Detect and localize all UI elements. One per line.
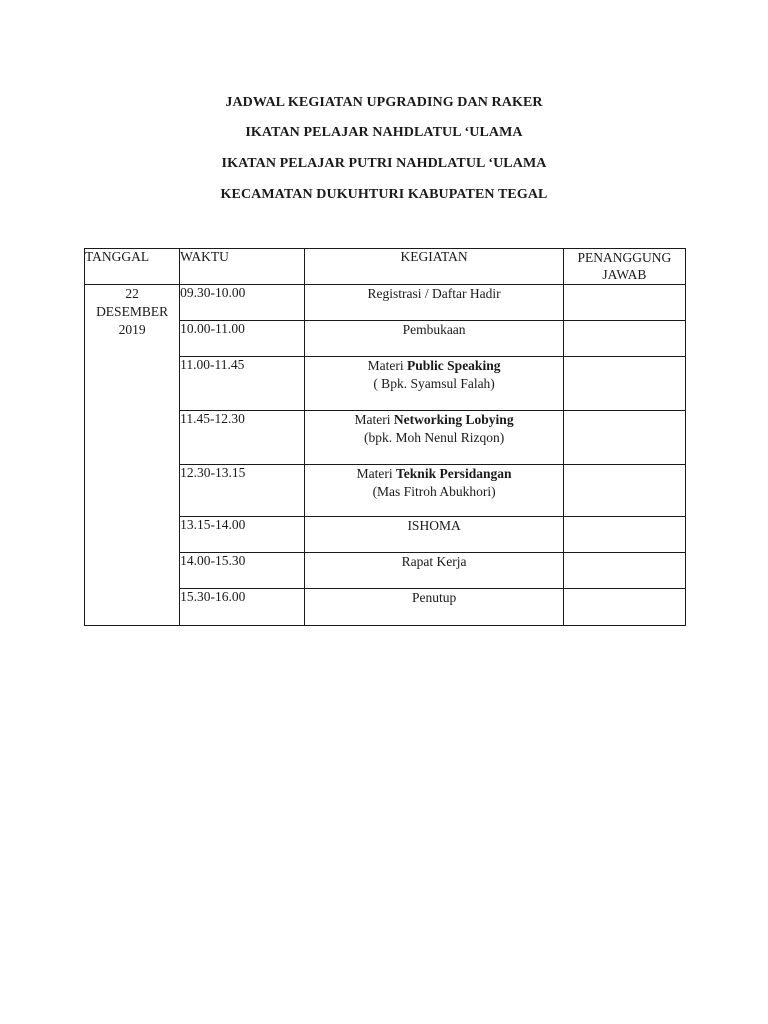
activity-topic: Public Speaking xyxy=(407,358,501,373)
activity-title xyxy=(305,553,562,571)
activity-prefix: Materi xyxy=(354,412,394,427)
header-pj-line1: PENANGGUNG xyxy=(577,250,672,265)
date-month: DESEMBER xyxy=(96,304,169,319)
header-pj-line2: JAWAB xyxy=(602,267,647,282)
time-cell: 12.30-13.15 xyxy=(180,465,305,517)
time-cell: 11.00-11.45 xyxy=(180,357,305,411)
activity-label: Rapat Kerja xyxy=(401,554,467,569)
date-year: 2019 xyxy=(118,322,146,337)
activity-topic: Networking Lobying xyxy=(393,412,514,427)
activity-title xyxy=(305,285,562,303)
activity-title xyxy=(305,411,562,429)
activity-label: Pembukaan xyxy=(402,322,466,337)
responsible-cell xyxy=(563,465,685,517)
responsible-cell xyxy=(563,321,685,357)
title-line-4: KECAMATAN DUKUHTURI KABUPATEN TEGAL xyxy=(220,187,548,202)
activity-label: Registrasi / Daftar Hadir xyxy=(367,286,501,301)
table-row xyxy=(85,285,686,321)
time-cell: 09.30-10.00 xyxy=(180,285,305,321)
responsible-cell xyxy=(563,357,685,411)
responsible-cell xyxy=(563,285,685,321)
header-penanggung-jawab xyxy=(563,249,685,285)
header-tanggal: TANGGAL xyxy=(85,249,180,285)
activity-speaker: ( Bpk. Syamsul Falah) xyxy=(373,376,495,391)
activity-cell xyxy=(305,321,563,357)
time-cell: 14.00-15.30 xyxy=(180,553,305,589)
activity-prefix: Materi xyxy=(367,358,408,373)
activity-cell xyxy=(305,357,563,411)
title-line-3: IKATAN PELAJAR PUTRI NAHDLATUL ‘ULAMA xyxy=(221,156,547,171)
time-cell: 15.30-16.00 xyxy=(180,589,305,626)
activity-prefix: Materi xyxy=(356,466,397,481)
date-cell xyxy=(85,285,180,626)
time-cell: 11.45-12.30 xyxy=(180,411,305,465)
title-line-1: JADWAL KEGIATAN UPGRADING DAN RAKER xyxy=(225,95,543,110)
responsible-cell xyxy=(563,589,685,626)
activity-cell xyxy=(305,411,563,465)
activity-topic: Teknik Persidangan xyxy=(396,466,512,481)
activity-cell xyxy=(305,285,563,321)
activity-cell xyxy=(305,553,563,589)
table-header-row xyxy=(85,249,686,285)
activity-title xyxy=(305,357,562,375)
date-day: 22 xyxy=(125,286,139,301)
activity-title xyxy=(305,589,562,607)
activity-label: Penutup xyxy=(411,590,457,605)
responsible-cell xyxy=(563,411,685,465)
activity-title xyxy=(305,517,562,535)
responsible-cell xyxy=(563,553,685,589)
time-cell: 13.15-14.00 xyxy=(180,517,305,553)
activity-speaker: (Mas Fitroh Abukhori) xyxy=(372,484,496,499)
activity-speaker: (bpk. Moh Nenul Rizqon) xyxy=(363,430,505,445)
activity-label: ISHOMA xyxy=(407,518,461,533)
header-waktu: WAKTU xyxy=(180,249,305,285)
activity-title xyxy=(305,465,562,483)
schedule-table xyxy=(84,248,686,626)
time-cell: 10.00-11.00 xyxy=(180,321,305,357)
activity-cell xyxy=(305,517,563,553)
header-kegiatan: KEGIATAN xyxy=(305,249,563,285)
activity-title xyxy=(305,321,562,339)
activity-cell xyxy=(305,465,563,517)
responsible-cell xyxy=(563,517,685,553)
activity-cell xyxy=(305,589,563,626)
title-line-2: IKATAN PELAJAR NAHDLATUL ‘ULAMA xyxy=(245,125,523,140)
